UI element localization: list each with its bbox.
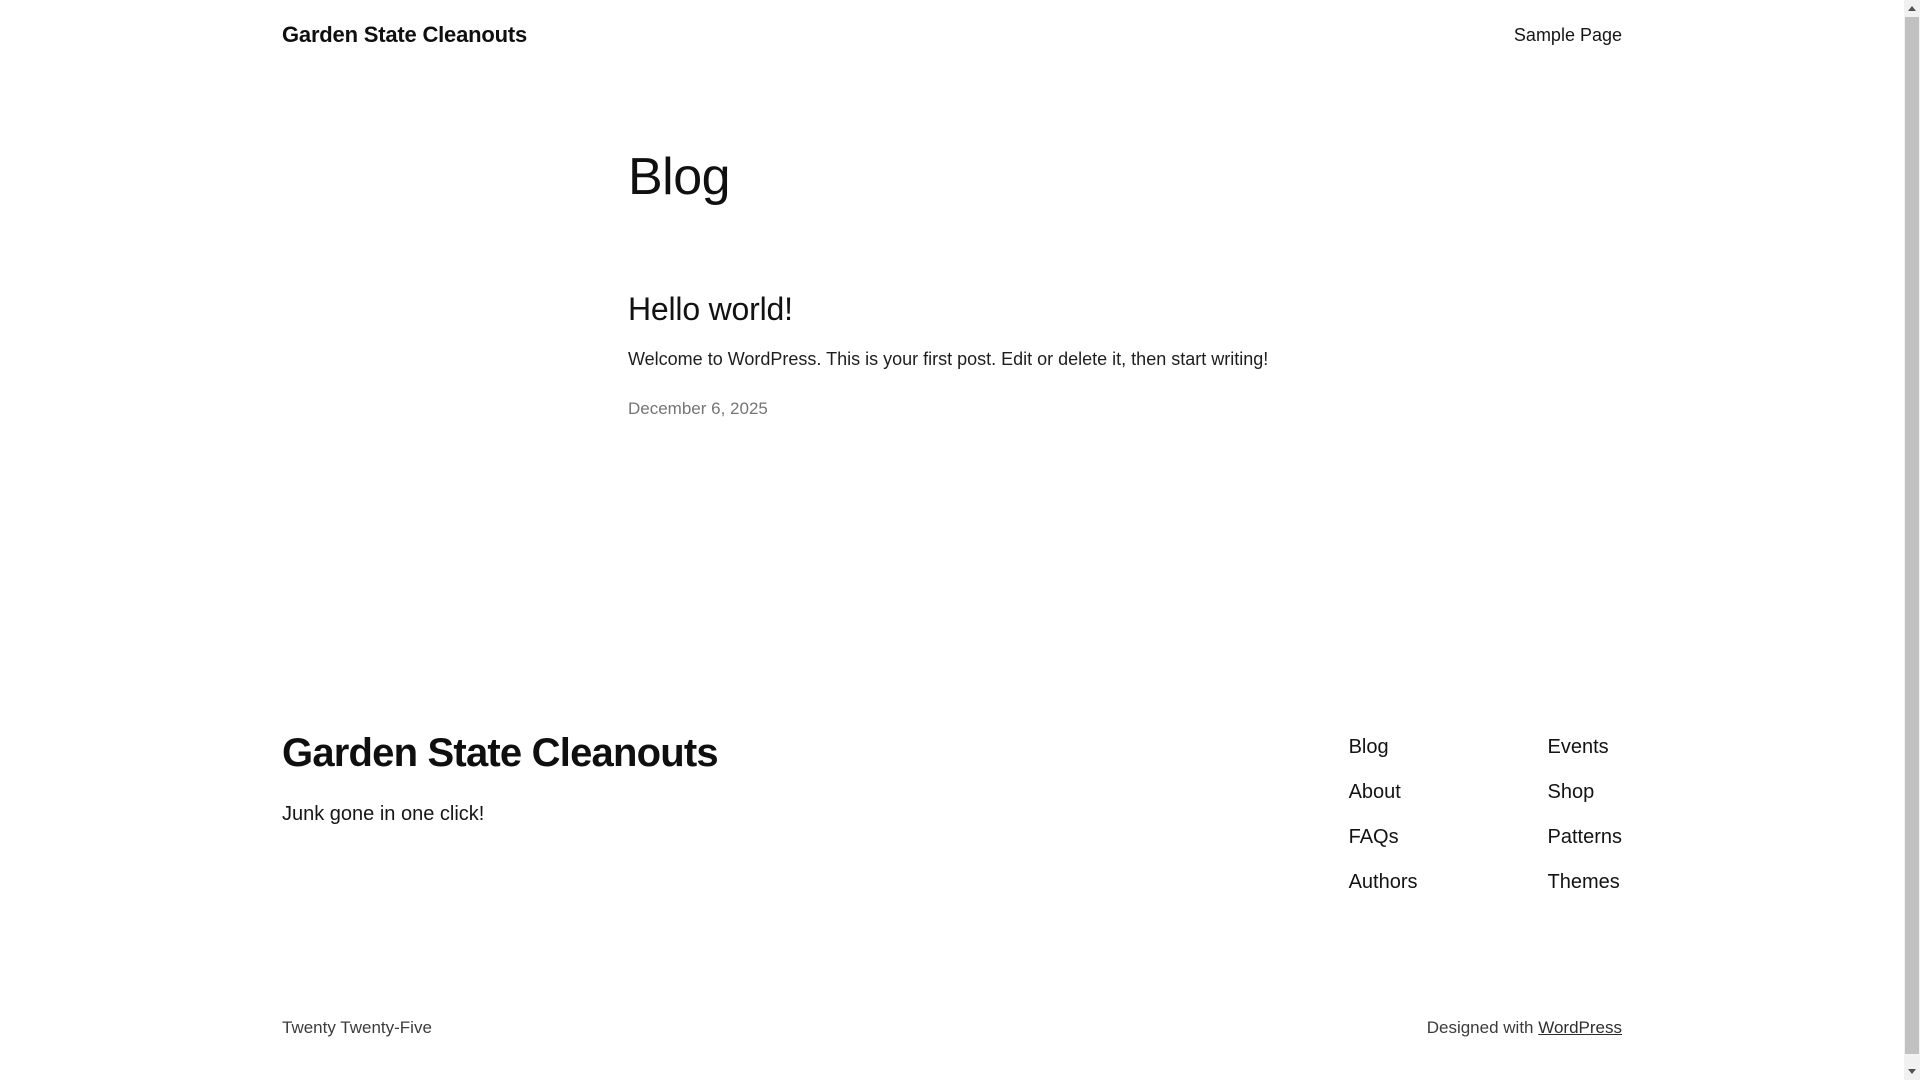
wordpress-link[interactable]: WordPress	[1538, 1018, 1622, 1037]
main-content	[628, 48, 1276, 419]
post-excerpt: Welcome to WordPress. This is your first post. Edit or delete it, then start writing!	[628, 349, 1269, 370]
footer-link-events[interactable]: Events	[1547, 736, 1609, 758]
post-title-link[interactable]: Hello world!	[628, 290, 793, 327]
scroll-down-button[interactable]	[1904, 1063, 1920, 1080]
site-header	[282, 0, 1622, 48]
site-title-link[interactable]: Garden State Cleanouts	[282, 22, 527, 47]
designed-with	[1427, 1018, 1622, 1038]
blog-page-heading: Blog	[628, 148, 731, 206]
footer-nav	[1349, 731, 1622, 892]
scroll-up-button[interactable]	[1904, 0, 1920, 17]
theme-credit: Twenty Twenty-Five	[282, 1018, 432, 1037]
footer-site-title: Garden State Cleanouts	[282, 731, 718, 775]
triangle-down-icon	[1908, 1069, 1916, 1074]
footer-nav-column-2	[1548, 737, 1622, 892]
scrollbar-thumb[interactable]	[1905, 17, 1919, 1054]
footer-nav-column-1	[1349, 737, 1418, 892]
footer-branding	[282, 731, 718, 826]
post-date: December 6, 2025	[628, 399, 768, 419]
post-entry	[628, 290, 1276, 419]
scrollbar[interactable]	[1904, 0, 1920, 1080]
designed-with-text: Designed with	[1426, 1018, 1539, 1037]
header-nav	[1514, 25, 1622, 46]
footer-link-patterns[interactable]: Patterns	[1547, 826, 1622, 848]
footer-link-blog[interactable]: Blog	[1348, 736, 1389, 758]
footer-link-about[interactable]: About	[1348, 781, 1401, 803]
site-footer	[282, 731, 1622, 1080]
footer-link-faqs[interactable]: FAQs	[1348, 826, 1399, 848]
nav-item-sample-page[interactable]: Sample Page	[1513, 24, 1622, 45]
triangle-up-icon	[1908, 6, 1916, 11]
footer-main	[282, 731, 1622, 892]
footer-link-shop[interactable]: Shop	[1547, 781, 1595, 803]
footer-link-themes[interactable]: Themes	[1547, 871, 1620, 893]
footer-tagline: Junk gone in one click!	[282, 803, 485, 825]
footer-bottom-bar	[282, 1018, 1622, 1080]
footer-link-authors[interactable]: Authors	[1348, 871, 1418, 893]
